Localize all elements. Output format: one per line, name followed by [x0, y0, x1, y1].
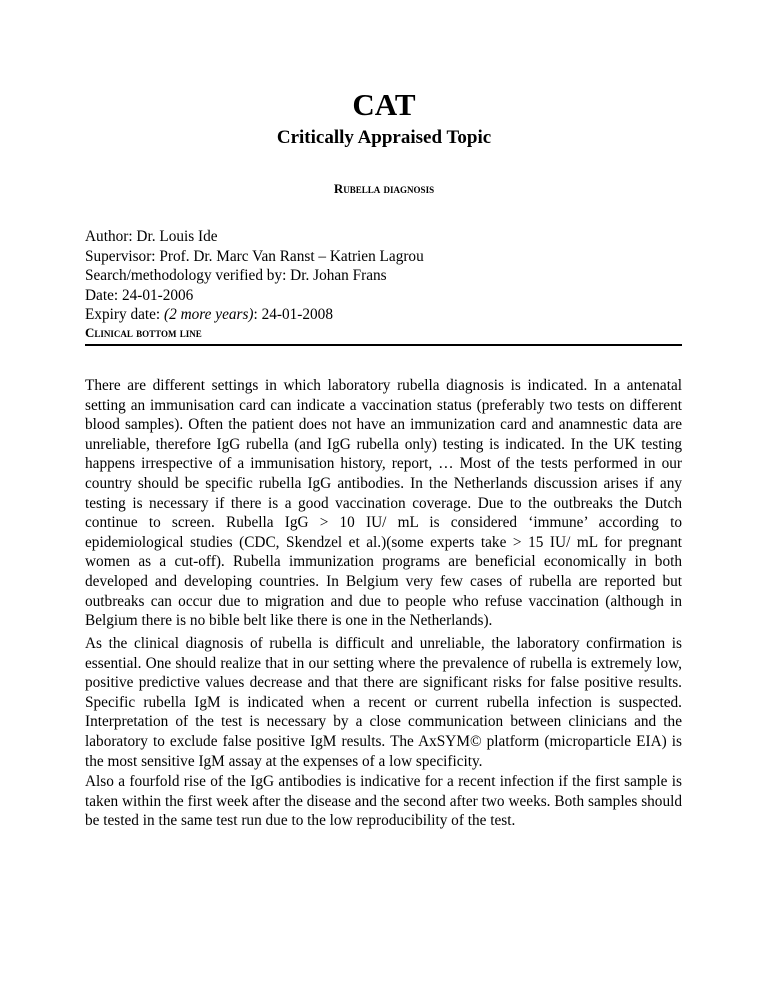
section-heading: Clinical bottom line	[85, 325, 682, 346]
paragraph-2: As the clinical diagnosis of rubella is difficult and unreliable, the laboratory confirmation is essential. One should realize that in our setting where the prevalence of rubella is extremely low, positive predictive values decrease and that there are significant risks for false positive results. Specific rubella IgM is indicated when a recent or current rubella infection is suspected. Interpretation of the test is necessary by a close communication between clinicians and the laboratory to exclude false positive IgM results. The AxSYM© platform (microparticle EIA) is the most sensitive IgM assay at the expenses of a low specificity.	[85, 635, 682, 770]
supervisor-line: Supervisor: Prof. Dr. Marc Van Ranst – Katrien Lagrou	[85, 247, 424, 265]
expiry-note: (2 more years)	[164, 306, 254, 324]
document-title: CAT	[352, 87, 416, 122]
expiry-prefix: Expiry date:	[85, 306, 165, 324]
verified-by-line: Search/methodology verified by: Dr. Johan Frans	[85, 267, 387, 285]
expiry-line	[85, 305, 685, 325]
topic-heading: Rubella diagnosis	[333, 181, 435, 196]
expiry-date: : 24-01-2008	[253, 306, 333, 324]
author-line: Author: Dr. Louis Ide	[85, 228, 218, 245]
date-line: Date: 24-01-2006	[85, 286, 194, 304]
document-subtitle: Critically Appraised Topic	[276, 127, 492, 148]
paragraph-3: Also a fourfold rise of the IgG antibodies is indicative for a recent infection if the first sample is taken within the first week after the disease and the second after two weeks. Both samples should be tested in the same test run due to the low reproducibility of the test.	[85, 773, 682, 830]
paragraph-1: There are different settings in which laboratory rubella diagnosis is indicated. In a antenatal setting an immunisation card can indicate a vaccination status (preferably two tests on different blood samples). Often the patient does not have an immunization card and anamnestic data are unreliable, therefore IgG rubella (and IgG rubella only) testing is indicated. In the UK testing happens irrespective of a immunisation history, report, … Most of the tests performed in our country should be specific rubella IgG antibodies. In the Netherlands discussion arises if any testing is necessary if there is a good vaccination coverage. Due to the outbreaks the Dutch continue to screen. Rubella IgG > 10 IU/ mL is considered ‘immune’ according to epidemiological studies (CDC, Skendzel et al.)(some experts take > 15 IU/ mL for pregnant women as a cut-off). Rubella immunization programs are beneficial economically in both developed and developing countries. In Belgium very few cases of rubella are reported but outbreaks can occur due to migration and due to people who refuse vaccination (although in Belgium there is no bible belt like there is one in the Netherlands).	[85, 377, 682, 630]
metadata-block	[85, 227, 685, 325]
